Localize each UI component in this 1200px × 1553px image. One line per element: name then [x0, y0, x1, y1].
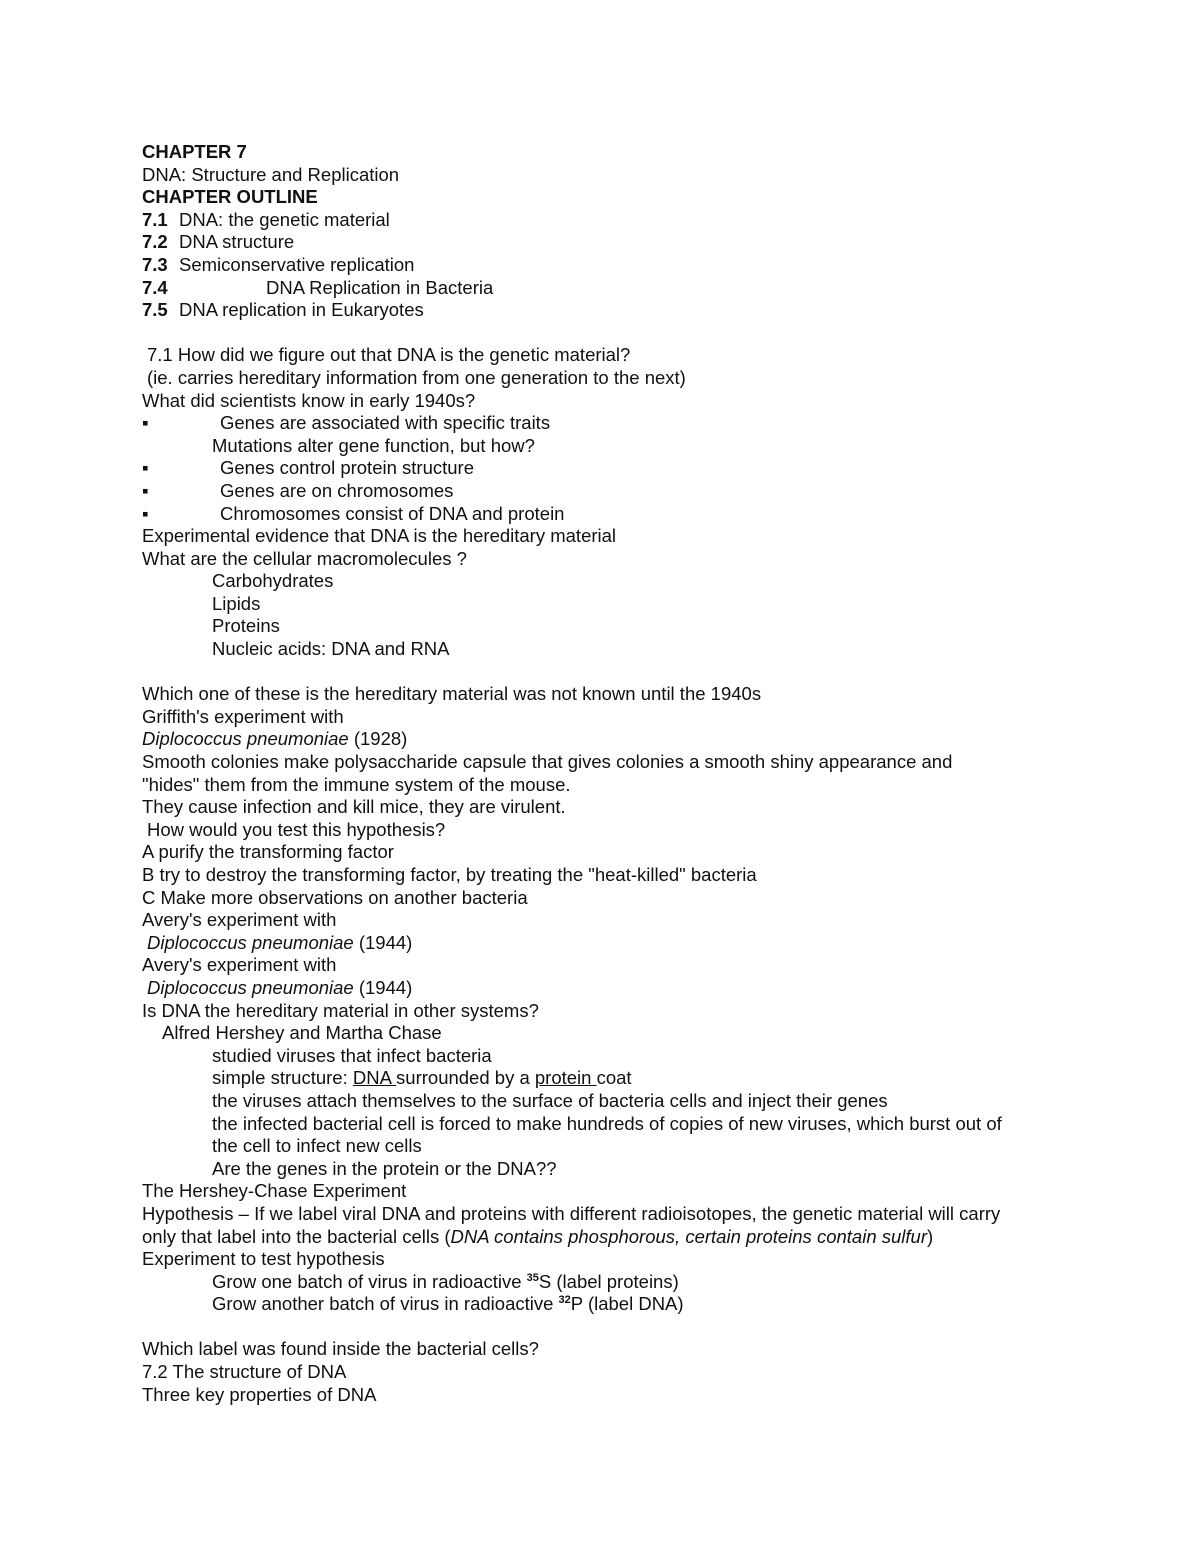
isotope-superscript: 32 — [558, 1294, 571, 1307]
text-line: Which one of these is the hereditary material was not known until the 1940s — [142, 683, 762, 705]
species-name: Diplococcus pneumoniae — [147, 976, 354, 998]
outline-number: 7.2 — [142, 231, 168, 253]
question: What did scientists know in early 1940s? — [142, 389, 476, 411]
text-fragment: P (label DNA) — [570, 1293, 684, 1315]
bullet-item — [142, 480, 1102, 503]
text-fragment: simple structure: — [212, 1067, 353, 1089]
text-line — [142, 728, 1102, 751]
text-fragment: Grow one batch of virus in radioactive — [212, 1270, 527, 1292]
bullet-text: Genes are on chromosomes — [220, 479, 454, 501]
outline-number: 7.3 — [142, 253, 168, 275]
underlined-term: DNA — [352, 1067, 397, 1089]
question: Is DNA the hereditary material in other systems? — [142, 999, 539, 1021]
option-c: C Make more observations on another bacteria — [142, 886, 528, 908]
document-body — [142, 141, 1102, 1406]
text-line: Experimental evidence that DNA is the hereditary material — [142, 525, 617, 547]
outline-item — [142, 277, 1102, 300]
bullet-icon: ▪ — [142, 479, 149, 501]
text-line: "hides" them from the immune system of the mouse. — [142, 773, 571, 795]
question: How would you test this hypothesis? — [147, 818, 446, 840]
text-fragment: coat — [596, 1067, 632, 1089]
bullet-item — [142, 412, 1102, 435]
bullet-icon: ▪ — [142, 457, 149, 479]
year: (1928) — [348, 728, 408, 750]
outline-item — [142, 299, 1102, 322]
text-fragment: Grow another batch of virus in radioactive — [212, 1293, 559, 1315]
text-fragment: ) — [926, 1225, 934, 1247]
outline-item — [142, 209, 1102, 232]
outline-text: DNA replication in Eukaryotes — [179, 299, 424, 321]
text-line: Smooth colonies make polysaccharide capsule that gives colonies a smooth shiny appearance and — [142, 751, 953, 773]
bullet-item — [142, 503, 1102, 526]
outline-heading: CHAPTER OUTLINE — [142, 186, 318, 208]
underlined-term: protein — [534, 1067, 597, 1089]
species-name: Diplococcus pneumoniae — [142, 728, 349, 750]
text-line — [142, 1293, 1102, 1316]
isotope-superscript: 35 — [526, 1271, 539, 1284]
option-a: A purify the transforming factor — [142, 841, 394, 863]
list-item: Nucleic acids: DNA and RNA — [212, 638, 450, 660]
year: (1944) — [353, 976, 413, 998]
list-item: Carbohydrates — [212, 570, 334, 592]
sub-text: Mutations alter gene function, but how? — [212, 434, 535, 456]
outline-item — [142, 231, 1102, 254]
text-line: Hypothesis – If we label viral DNA and proteins with different radioisotopes, the genetic material will carry — [142, 1202, 1001, 1224]
outline-number: 7.5 — [142, 299, 168, 321]
chapter-title: DNA: Structure and Replication — [142, 163, 400, 185]
outline-number: 7.1 — [142, 208, 168, 230]
text-line: Experiment to test hypothesis — [142, 1248, 385, 1270]
bullet-text: Genes control protein structure — [220, 457, 474, 479]
list-item: Lipids — [212, 592, 261, 614]
text-line — [142, 932, 1102, 955]
text-fragment: only that label into the bacterial cells ( — [142, 1225, 451, 1247]
bullet-item — [142, 457, 1102, 480]
bullet-text: Chromosomes consist of DNA and protein — [220, 502, 565, 524]
text-line — [142, 1067, 1102, 1090]
question: What are the cellular macromolecules ? — [142, 547, 467, 569]
outline-text: Semiconservative replication — [179, 253, 415, 275]
text-line: They cause infection and kill mice, they are virulent. — [142, 796, 566, 818]
list-item: Proteins — [212, 615, 280, 637]
outline-number: 7.4 — [142, 276, 168, 298]
text-line: Griffith's experiment with — [142, 705, 344, 727]
outline-text: DNA Replication in Bacteria — [266, 276, 494, 298]
bullet-icon: ▪ — [142, 412, 149, 434]
year: (1944) — [353, 931, 413, 953]
text-line — [142, 977, 1102, 1000]
outline-item — [142, 254, 1102, 277]
question: Are the genes in the protein or the DNA?? — [212, 1157, 557, 1179]
text-line: Avery's experiment with — [142, 954, 337, 976]
section-heading: 7.2 The structure of DNA — [142, 1361, 347, 1383]
text-line: studied viruses that infect bacteria — [212, 1044, 492, 1066]
bullet-icon: ▪ — [142, 502, 149, 524]
text-line: the viruses attach themselves to the surface of bacteria cells and inject their genes — [212, 1089, 888, 1111]
question: Which label was found inside the bacterial cells? — [142, 1338, 539, 1360]
species-name: Diplococcus pneumoniae — [147, 931, 354, 953]
spacer — [142, 661, 1102, 684]
text-line — [142, 1226, 1102, 1249]
text-fragment: surrounded by a — [396, 1067, 535, 1089]
spacer — [142, 1316, 1102, 1339]
text-line — [142, 1271, 1102, 1294]
question: 7.1 How did we figure out that DNA is the genetic material? — [147, 344, 631, 366]
chapter-number: CHAPTER 7 — [142, 141, 247, 162]
text-line: Avery's experiment with — [142, 909, 337, 931]
option-b: B try to destroy the transforming factor, by treating the "heat-killed" bacteria — [142, 864, 757, 885]
bullet-text: Genes are associated with specific traits — [220, 412, 551, 434]
italic-note: DNA contains phosphorous, certain proteins contain sulfur — [450, 1225, 927, 1247]
text-line: the cell to infect new cells — [212, 1135, 422, 1157]
text-line: the infected bacterial cell is forced to make hundreds of copies of new viruses, which burst out of — [212, 1112, 1002, 1134]
text-line: Three key properties of DNA — [142, 1383, 377, 1405]
section-heading: The Hershey-Chase Experiment — [142, 1180, 407, 1202]
text-fragment: S (label proteins) — [538, 1270, 679, 1292]
text-line: (ie. carries hereditary information from one generation to the next) — [147, 366, 686, 388]
spacer — [142, 322, 1102, 345]
text-line: Alfred Hershey and Martha Chase — [162, 1022, 442, 1044]
outline-text: DNA: the genetic material — [179, 208, 390, 230]
outline-text: DNA structure — [179, 231, 295, 253]
